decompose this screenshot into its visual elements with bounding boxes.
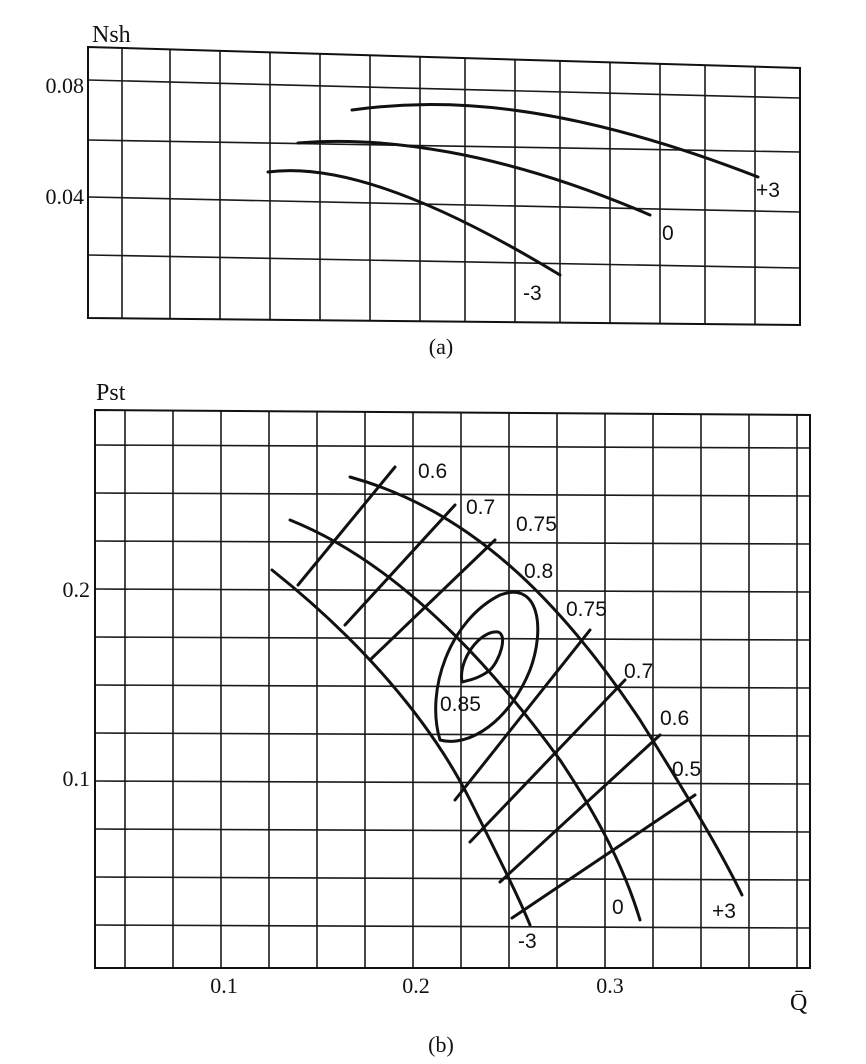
chart-b-eff-label-5: 0.7 — [624, 660, 654, 683]
chart-b-curve-minus3 — [272, 570, 530, 925]
chart-b-eff-label-0: 0.6 — [418, 460, 448, 483]
chart-a-gridline-h — [88, 255, 800, 268]
chart-b-label-minus3: -3 — [518, 930, 537, 953]
chart-a-label-plus3: +3 — [756, 179, 780, 202]
chart-b-xtick-0.2: 0.2 — [402, 973, 430, 998]
chart-b-gridline-h — [95, 541, 810, 544]
chart-a-ytick-0.08: 0.08 — [45, 73, 84, 98]
chart-b-gridline-h — [95, 493, 810, 496]
chart-a-ytick-0.04: 0.04 — [45, 184, 84, 209]
chart-a-gridline-h — [88, 197, 800, 212]
chart-b-grid — [95, 410, 810, 968]
chart-b-iso-0.6-lower — [500, 735, 660, 882]
chart-b-ylabel: Pst — [96, 380, 126, 406]
chart-b-iso-0.7-lower — [470, 680, 625, 842]
chart-b-gridline-h — [95, 589, 810, 592]
chart-a-label-0: 0 — [662, 222, 674, 245]
chart-b-gridline-h — [95, 685, 810, 688]
chart-a — [46, 22, 801, 359]
chart-a-caption: (a) — [428, 334, 454, 359]
chart-a-curve-plus3 — [352, 105, 758, 177]
chart-b-gridline-h — [95, 637, 810, 640]
chart-b-caption: (b) — [428, 1032, 454, 1057]
chart-b-iso-0.7-upper — [345, 505, 455, 625]
chart-b-eff-label-7: 0.5 — [672, 758, 702, 781]
chart-b-ytick-0.2: 0.2 — [62, 577, 90, 602]
chart-b-gridline-h — [95, 733, 810, 736]
chart-a-gridline-h — [88, 80, 800, 98]
chart-b-xlabel: Q̄ — [790, 990, 808, 1016]
chart-b-eff-label-1: 0.7 — [466, 496, 496, 519]
chart-b-iso-0.6-upper — [298, 467, 395, 585]
chart-b-gridline-h — [95, 877, 810, 880]
chart-b-eff-label-2: 0.75 — [516, 513, 557, 536]
chart-b-gridline-h — [95, 445, 810, 448]
chart-b-xtick-0.3: 0.3 — [596, 973, 624, 998]
chart-b-eff-label-4: 0.75 — [566, 598, 607, 621]
chart-a-grid — [88, 48, 800, 325]
chart-b-eff-label-8: 0.85 — [440, 693, 481, 716]
chart-b-gridline-h — [95, 781, 810, 784]
chart-b — [63, 380, 811, 1057]
chart-a-ylabel: Nsh — [92, 22, 131, 48]
chart-b-eff-label-3: 0.8 — [524, 560, 554, 583]
chart-b-xtick-0.1: 0.1 — [210, 973, 238, 998]
chart-b-iso-0.5-lower — [512, 795, 695, 918]
chart-b-gridline-h — [95, 925, 810, 928]
chart-b-label-0: 0 — [612, 896, 624, 919]
chart-b-eff-label-6: 0.6 — [660, 707, 690, 730]
chart-b-gridline-h — [95, 829, 810, 832]
chart-b-label-plus3: +3 — [712, 900, 736, 923]
chart-b-ytick-0.1: 0.1 — [62, 766, 90, 791]
chart-a-label-minus3: -3 — [523, 282, 542, 305]
